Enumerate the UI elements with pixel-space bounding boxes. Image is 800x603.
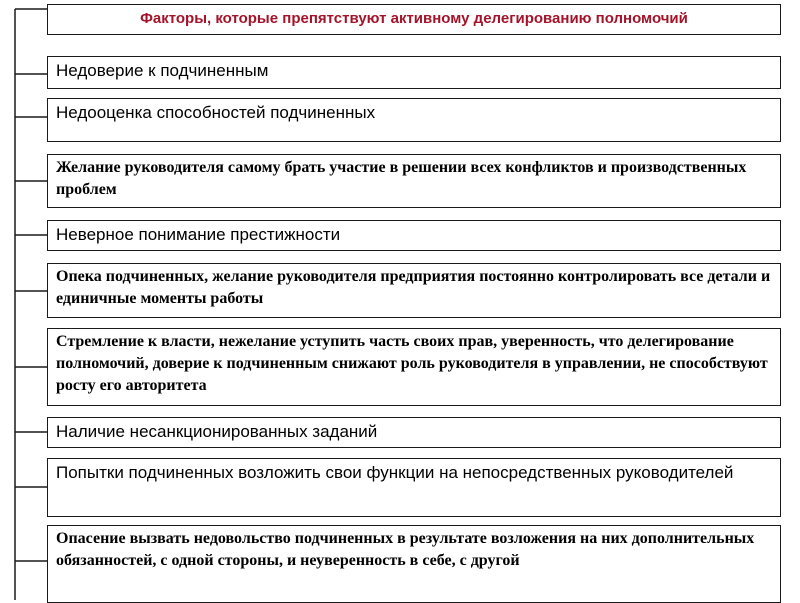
factor-box-4: Неверное понимание престижности <box>47 220 781 251</box>
factor-box-5: Опека подчиненных, желание руководителя предприятия постоянно контролировать все детали и единичные моменты работы <box>47 263 781 318</box>
factor-box-2: Недооценка способностей подчиненных <box>47 98 781 142</box>
diagram-title: Факторы, которые препятствуют активному делегированию полномочий <box>47 4 781 35</box>
factor-box-8: Попытки подчиненных возложить свои функции на непосредственных руководителей <box>47 458 781 517</box>
factor-box-1: Недоверие к подчиненным <box>47 56 781 89</box>
factor-box-7: Наличие несанкционированных заданий <box>47 417 781 448</box>
factor-box-9: Опасение вызвать недовольство подчиненных в результате возложения на них дополнительных обязанностей, с одной стороны, и неуверенность в себе, с другой <box>47 525 781 603</box>
factor-box-6: Стремление к власти, нежелание уступить часть своих прав, уверенность, что делегирование полномочий, доверие к подчиненным снижают роль руководителя в управлении, не способствуют росту его авторитета <box>47 328 781 406</box>
factor-box-3: Желание руководителя самому брать участие в решении всех конфликтов и производственных проблем <box>47 154 781 208</box>
